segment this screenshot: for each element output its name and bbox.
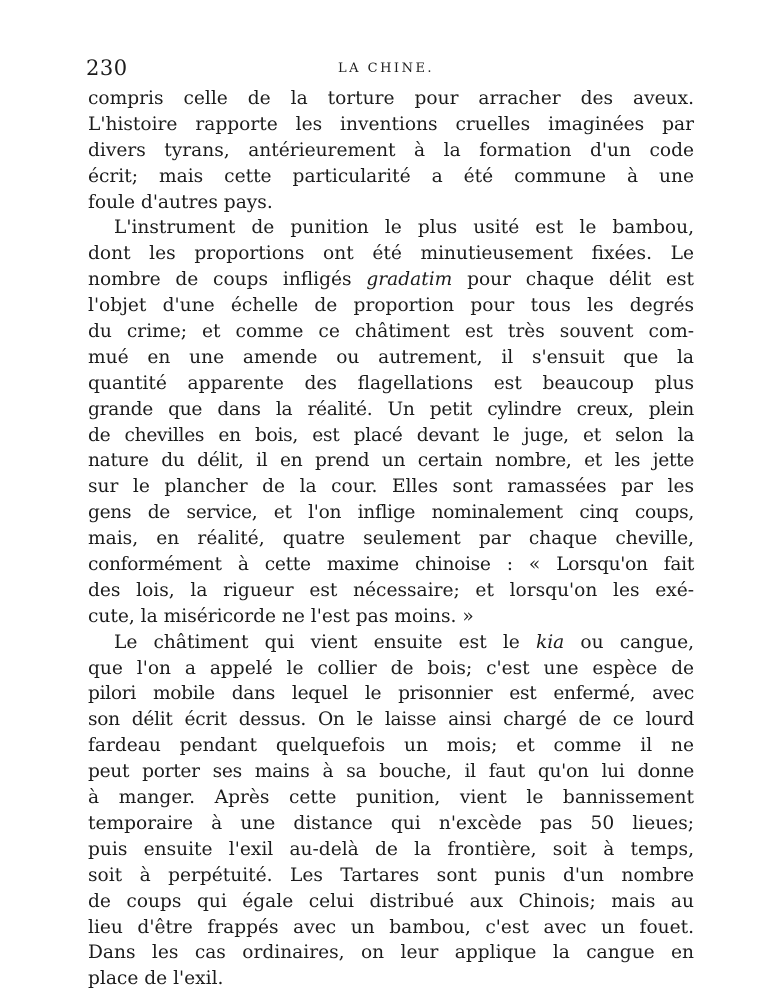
text-line: l'objet d'une échelle de proportion pour tous les degrés (88, 295, 694, 317)
text-line: lieu d'être frappés avec un bambou, c'est avec un fouet. (88, 916, 694, 938)
text-segment: Le châtiment qui vient ensuite est le (114, 631, 520, 653)
italic-word: kia (535, 631, 565, 653)
italic-word: gradatim (366, 269, 453, 291)
text-line: gens de service, et l'on inflige nominalement cinq coups, (88, 502, 694, 524)
text-line: Dans les cas ordinaires, on leur applique la cangue en (88, 942, 694, 964)
text-line: son délit écrit dessus. On le laisse ainsi chargé de ce lourd (88, 709, 694, 731)
page-number: 230 (86, 56, 128, 80)
text-line: grande que dans la réalité. Un petit cylindre creux, plein (88, 398, 694, 420)
text-line: cute, la miséricorde ne l'est pas moins. » (88, 605, 474, 627)
text-line: foule d'autres pays. (88, 191, 273, 213)
text-line: des lois, la rigueur est nécessaire; et lorsqu'on les exé- (88, 579, 694, 601)
text-line: de coups qui égale celui distribué aux Chinois; mais au (88, 890, 694, 912)
text-line-with-italic (88, 267, 694, 293)
text-line: place de l'exil. (88, 968, 224, 990)
text-line: soit à perpétuité. Les Tartares sont punis d'un nombre (88, 864, 694, 886)
text-line: puis ensuite l'exil au-delà de la frontière, soit à temps, (88, 838, 694, 860)
text-line: pilori mobile dans lequel le prisonnier est enfermé, avec (88, 683, 694, 705)
text-line: peut porter ses mains à sa bouche, il faut qu'on lui donne (88, 761, 694, 783)
text-line: sur le plancher de la cour. Elles sont ramassées par les (88, 476, 694, 498)
text-line: dont les proportions ont été minutieusement fixées. Le (88, 243, 694, 265)
text-line: de chevilles en bois, est placé devant le juge, et selon la (88, 424, 694, 446)
text-line: temporaire à une distance qui n'excède pas 50 lieues; (88, 812, 694, 834)
text-line: à manger. Après cette punition, vient le bannissement (88, 787, 694, 809)
text-line: nature du délit, il en prend un certain nombre, et les jette (88, 450, 694, 472)
text-line: conformément à cette maxime chinoise : « Lorsqu'on fait (88, 554, 694, 576)
text-segment: ou cangue, (580, 631, 694, 653)
text-line: L'instrument de punition le plus usité est le bambou, (114, 217, 694, 239)
text-line: du crime; et comme ce châtiment est très souvent com- (88, 321, 694, 343)
text-line: quantité apparente des flagellations est beaucoup plus (88, 372, 694, 394)
running-head: LA CHINE. (338, 61, 435, 76)
text-line: que l'on a appelé le collier de bois; c'est une espèce de (88, 657, 694, 679)
text-line: compris celle de la torture pour arracher des aveux. (88, 88, 694, 109)
body-text (88, 86, 694, 992)
text-line: fardeau pendant quelquefois un mois; et comme il ne (88, 735, 694, 757)
text-line: L'histoire rapporte les inventions cruelles imaginées par (88, 113, 694, 135)
text-line: mais, en réalité, quatre seulement par chaque cheville, (88, 528, 694, 550)
text-line-with-italic (88, 630, 694, 656)
text-line: divers tyrans, antérieurement à la formation d'un code (88, 139, 694, 161)
text-line: écrit; mais cette particularité a été commune à une (88, 165, 694, 187)
text-line: mué en une amende ou autrement, il s'ensuit que la (88, 346, 694, 368)
page-header (86, 56, 696, 86)
text-segment: nombre de coups infligés (88, 269, 352, 291)
text-segment: pour chaque délit est (467, 269, 694, 291)
